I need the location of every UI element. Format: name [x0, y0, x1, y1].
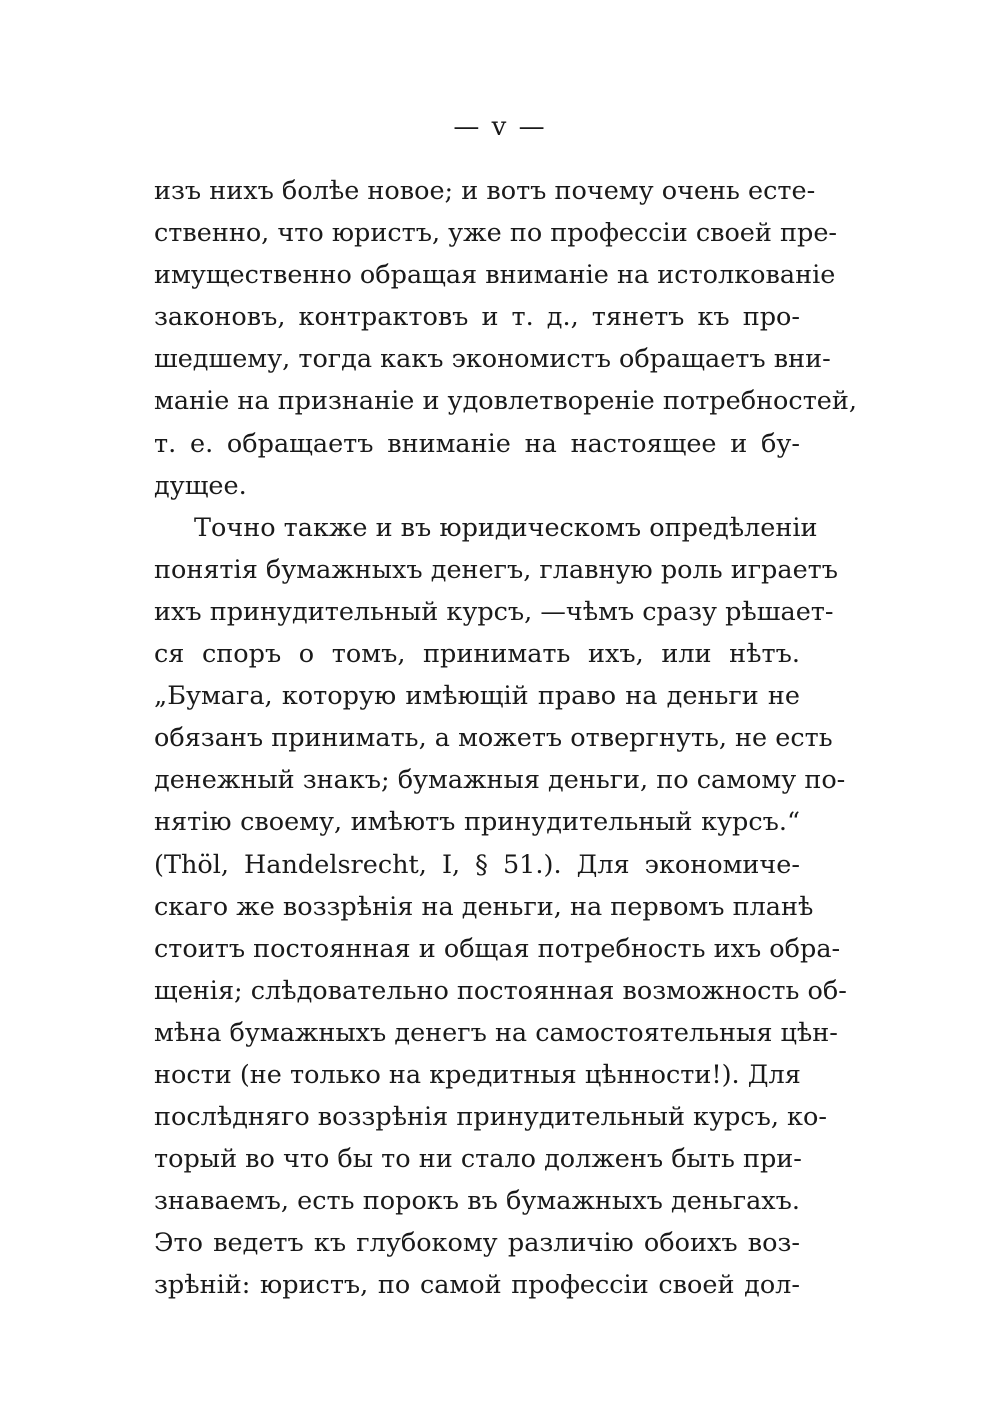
text-line: послѣдняго воззрѣнія принудительный курсъ, ко- [154, 1102, 827, 1133]
text-line: законовъ, контрактовъ и т. д., тянетъ къ про- [154, 302, 800, 333]
text-line: щенія; слѣдовательно постоянная возможность об- [154, 975, 847, 1006]
text-line: обязанъ принимать, а можетъ отвергнуть, не есть [154, 723, 833, 754]
text-line: „Бумага, которую имѣющій право на деньги не [154, 681, 800, 712]
text-line: ся споръ о томъ, принимать ихъ, или нѣтъ. [154, 639, 800, 670]
text-line: знаваемъ, есть порокъ въ бумажныхъ деньгахъ. [154, 1186, 800, 1217]
text-line: ихъ принудительный курсъ, —чѣмъ сразу рѣшает- [154, 596, 834, 627]
body-text [154, 170, 857, 1307]
text-line: изъ нихъ болѣе новое; и вотъ почему очень есте- [154, 176, 816, 206]
text-line: торый во что бы то ни стало долженъ быть при- [154, 1144, 802, 1175]
text-line: ности (не только на кредитныя цѣнности!). Для [154, 1059, 801, 1090]
text-line: ственно, что юристъ, уже по профессіи своей пре- [154, 218, 838, 249]
text-line: стоитъ постоянная и общая потребность ихъ обра- [154, 933, 841, 964]
text-line: имущественно обращая вниманіе на истолкованіе [154, 260, 836, 291]
text-line: скаго же воззрѣнія на деньги, на первомъ планѣ [154, 891, 814, 922]
text-line: денежный знакъ; бумажныя деньги, по самому по- [154, 765, 846, 796]
text-line: Это ведетъ къ глубокому различію обоихъ воз- [154, 1228, 800, 1259]
page-number: — v — [453, 112, 547, 142]
text-line: мѣна бумажныхъ денегъ на самостоятельныя цѣн- [154, 1017, 838, 1048]
text-line: (Thöl, Handelsrecht, I, § 51.). Для экономиче- [154, 849, 800, 880]
text-line: шедшему, тогда какъ экономистъ обращаетъ вни- [154, 344, 831, 375]
paragraph-start-line: Точно также и въ юридическомъ опредѣленіи [194, 512, 818, 543]
text-line: зрѣній: юристъ, по самой профессіи своей дол- [154, 1270, 800, 1301]
text-line: нятію своему, имѣютъ принудительный курсъ.“ [154, 807, 800, 838]
text-line: дущее. [154, 470, 247, 501]
text-line: понятія бумажныхъ денегъ, главную роль играетъ [154, 554, 839, 585]
text-line: маніе на признаніе и удовлетвореніе потребностей, [154, 386, 857, 417]
text-line: т. е. обращаетъ вниманіе на настоящее и бу- [154, 428, 800, 459]
